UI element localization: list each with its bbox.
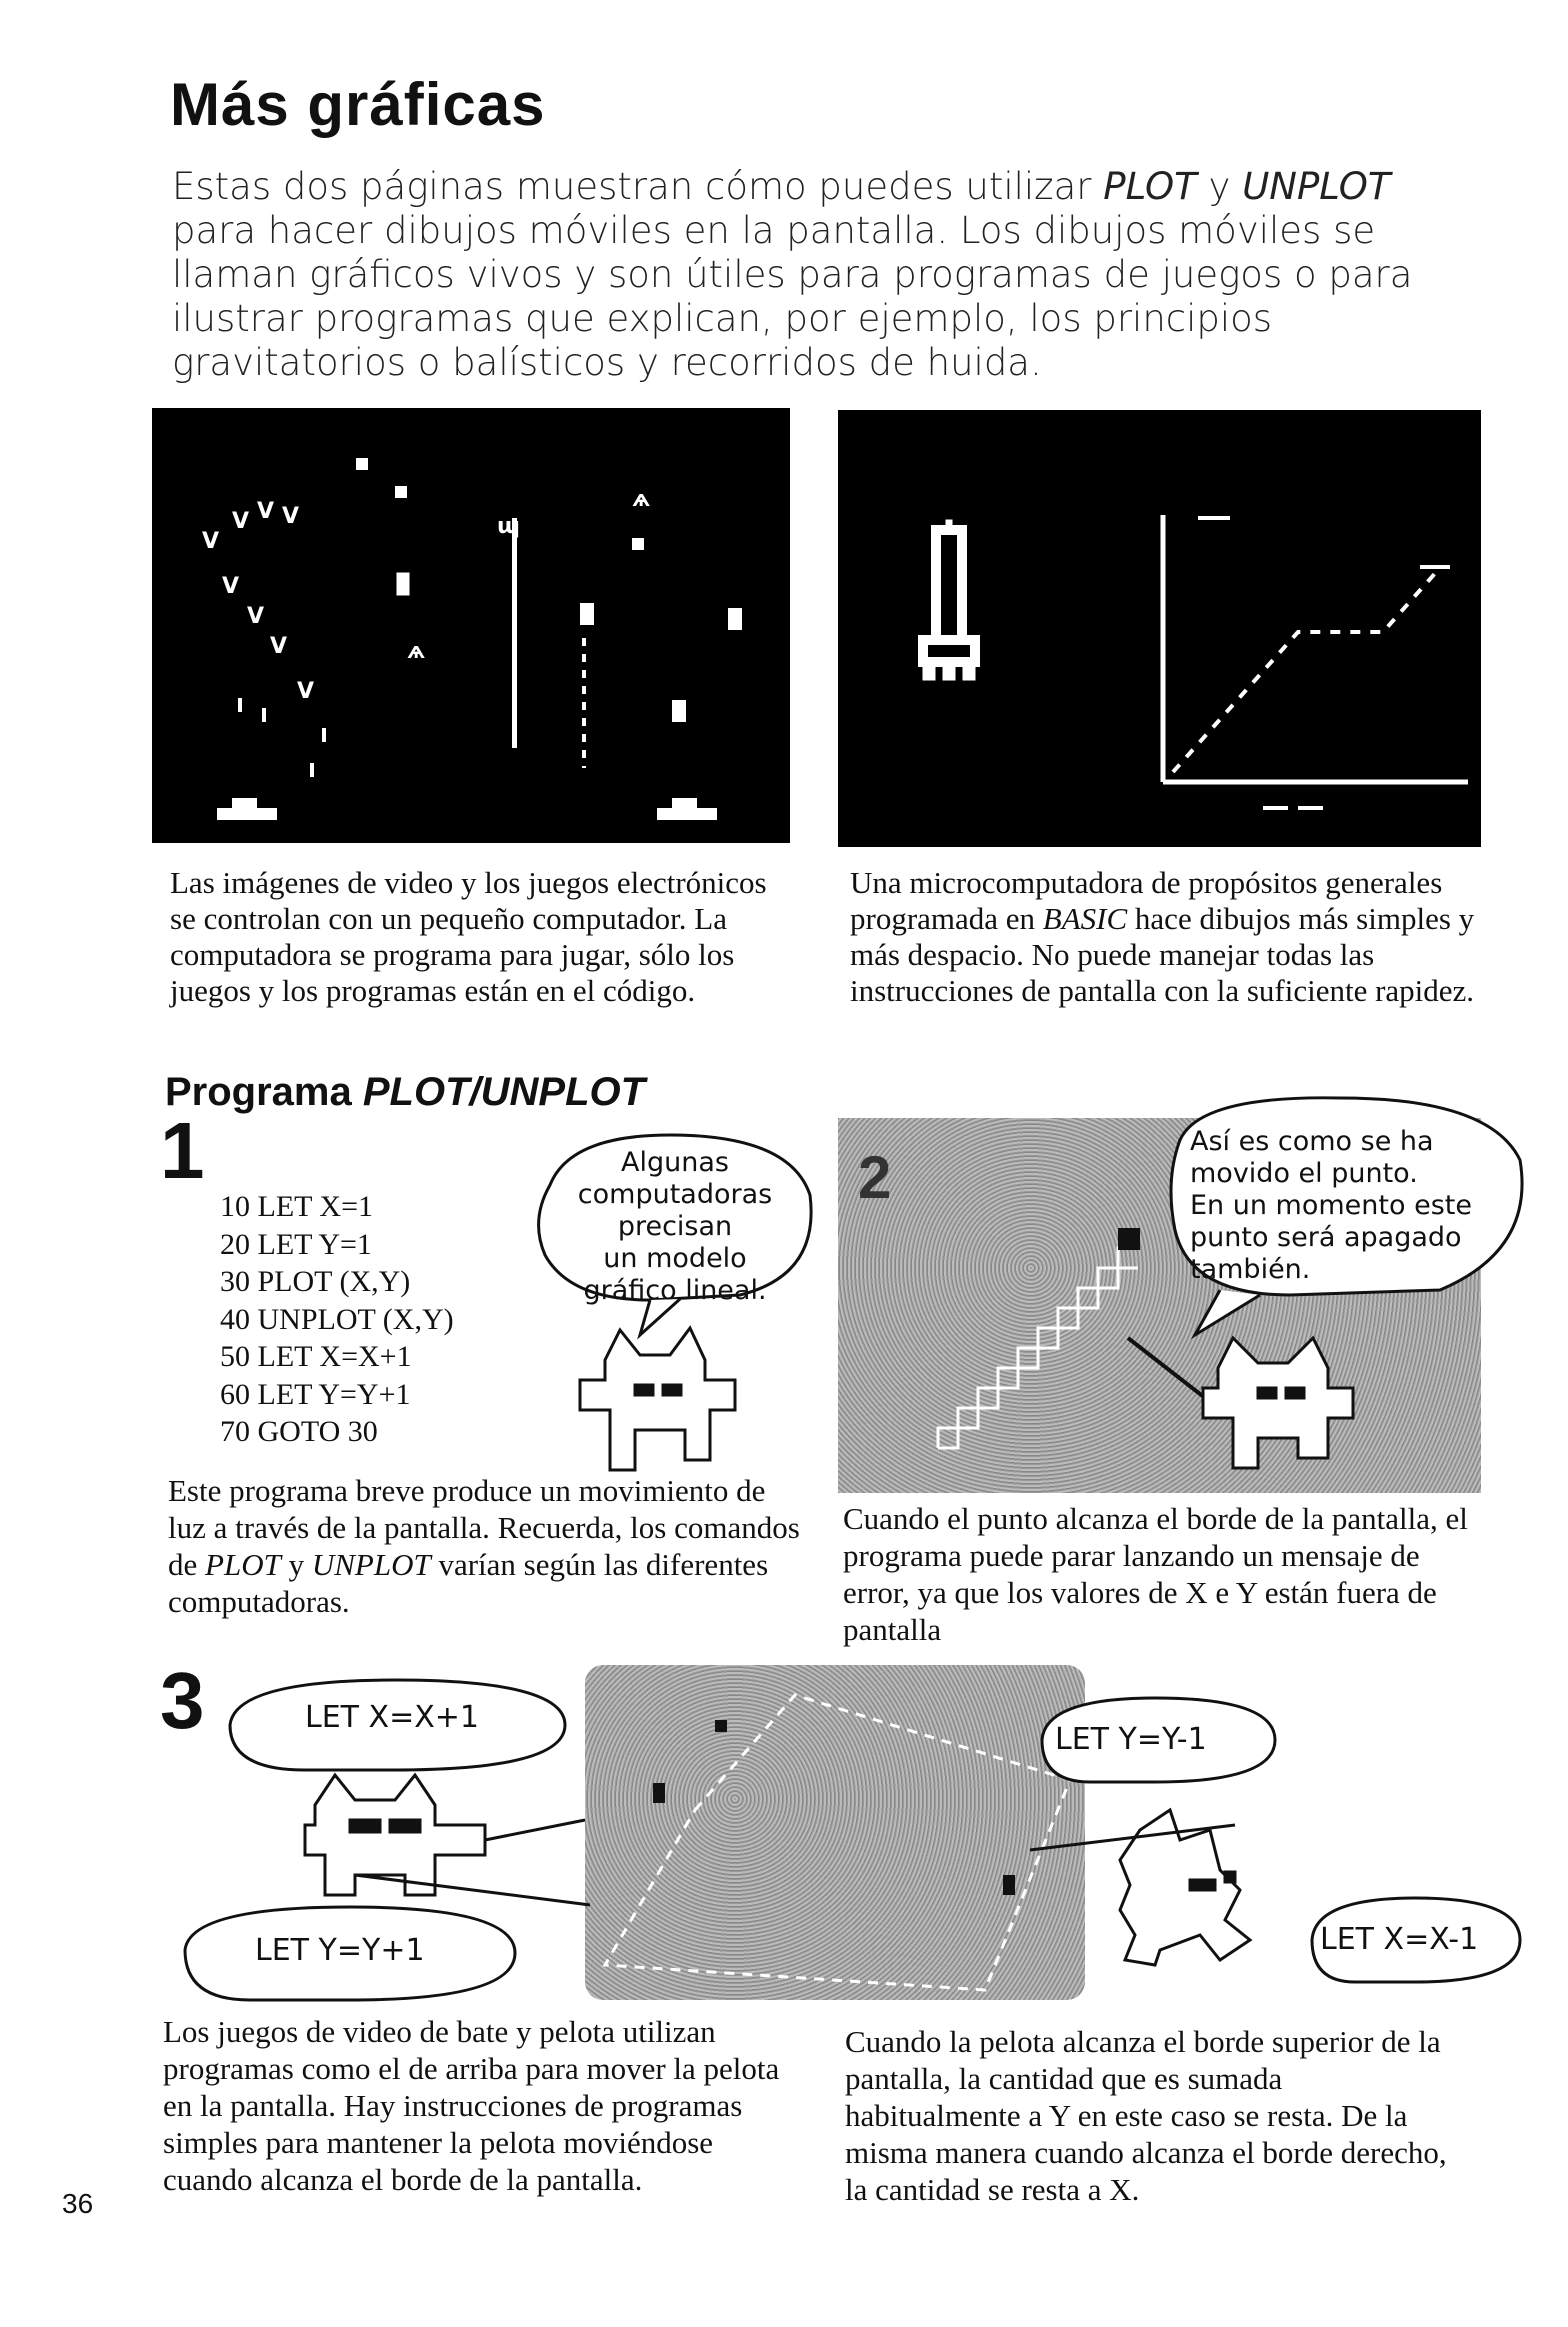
bubble-let-x-plus-text: LET X=X+1 (305, 1700, 479, 1735)
space-invaders-illustration (152, 408, 790, 843)
left-figure-caption: Las imágenes de video y los juegos electrónicos se controlan con un pequeño computador. La computadora se programa para jugar, sólo los juegos y los programas están en el código. (170, 865, 767, 1008)
svg-text:Ⅴ: Ⅴ (222, 574, 240, 599)
svg-text:ѧ: ѧ (632, 487, 651, 512)
step-number-3: 3 (160, 1656, 205, 1745)
code-line: 50 LET X=X+1 (220, 1340, 412, 1373)
svg-text:Ⅴ: Ⅴ (202, 529, 220, 554)
svg-text:ѧ: ѧ (407, 639, 426, 664)
svg-text:Ⅴ: Ⅴ (282, 504, 300, 529)
code-line: 60 LET Y=Y+1 (220, 1377, 411, 1411)
step-1-caption: Este programa breve produce un movimiento de luz a través de la pantalla. Recuerda, los comandos de PLOT y UNPLOT varían según las diferentes computadoras. (168, 1473, 800, 1619)
section-heading: Programa PLOT/UNPLOT (165, 1070, 646, 1114)
svg-text:ɰ: ɰ (497, 514, 520, 539)
page-title: Más gráficas (170, 71, 546, 138)
svg-text:Ⅴ: Ⅴ (270, 634, 288, 659)
robot-character-drawing (565, 1320, 765, 1485)
bubble-2-text: Así es como se ha movido el punto. En un momento este punto será apagado también. (1190, 1126, 1472, 1285)
step-3-caption-right: Cuando la pelota alcanza el borde superior de la pantalla, la cantidad que es sumada habitualmente a Y en este caso se resta. De la misma manera cuando alcanza el borde derecho, la cantidad se resta a X. (845, 2024, 1447, 2207)
code-line: 10 LET X=1 (220, 1190, 374, 1223)
svg-text:Ⅴ: Ⅴ (297, 679, 315, 704)
svg-text:Ⅴ: Ⅴ (232, 509, 250, 534)
bubble-1-text: Algunas computadoras precisan un modelo gráfico lineal. (577, 1147, 773, 1306)
bubble-let-y-minus-text: LET Y=Y-1 (1055, 1722, 1207, 1757)
basic-graph-illustration (838, 410, 1481, 847)
robot-right-drawing (1010, 1790, 1320, 1970)
step-number-2: 2 (858, 1144, 892, 1211)
svg-text:Ⅴ: Ⅴ (257, 499, 275, 524)
basic-program-listing (220, 1188, 454, 1451)
page-number: 36 (62, 2188, 94, 2219)
code-line: 20 LET Y=1 (220, 1227, 372, 1261)
bubble-let-y-plus-text: LET Y=Y+1 (255, 1933, 425, 1968)
code-line: 40 UNPLOT (X,Y) (220, 1302, 454, 1336)
step-number-1: 1 (160, 1106, 205, 1195)
code-line: 70 GOTO 30 (220, 1415, 378, 1448)
step-3-caption-left: Los juegos de video de bate y pelota utilizan programas como el de arriba para mover la pelota en la pantalla. Hay instrucciones de programas simples para mantener la pelota moviéndose cuando alcanza el borde de la pantalla. (163, 2014, 780, 2197)
step-2-caption: Cuando el punto alcanza el borde de la pantalla, el programa puede parar lanzando un mensaje de error, ya que los valores de X e Y están fuera de pantalla (843, 1501, 1468, 1647)
svg-text:Ⅴ: Ⅴ (247, 604, 265, 629)
robot-left-drawing (295, 1765, 595, 1910)
game-screen-image (152, 408, 790, 843)
right-figure-caption: Una microcomputadora de propósitos generales programada en BASIC hace dibujos más simples y más despacio. No puede manejar todas las instrucciones de pantalla con la suficiente rapidez. (850, 865, 1475, 1008)
code-line: 30 PLOT (X,Y) (220, 1265, 411, 1298)
basic-screen-image (838, 410, 1481, 847)
bubble-let-x-minus-text: LET X=X-1 (1320, 1922, 1479, 1957)
intro-paragraph: Estas dos páginas muestran cómo puedes utilizar PLOT y UNPLOT para hacer dibujos móviles en la pantalla. Los dibujos móviles se llaman gráficos vivos y son útiles para programas de juegos o para ilustrar programas que explican, por ejemplo, los principios gravitatorios o balísticos y recorridos de huida. (172, 165, 1413, 384)
